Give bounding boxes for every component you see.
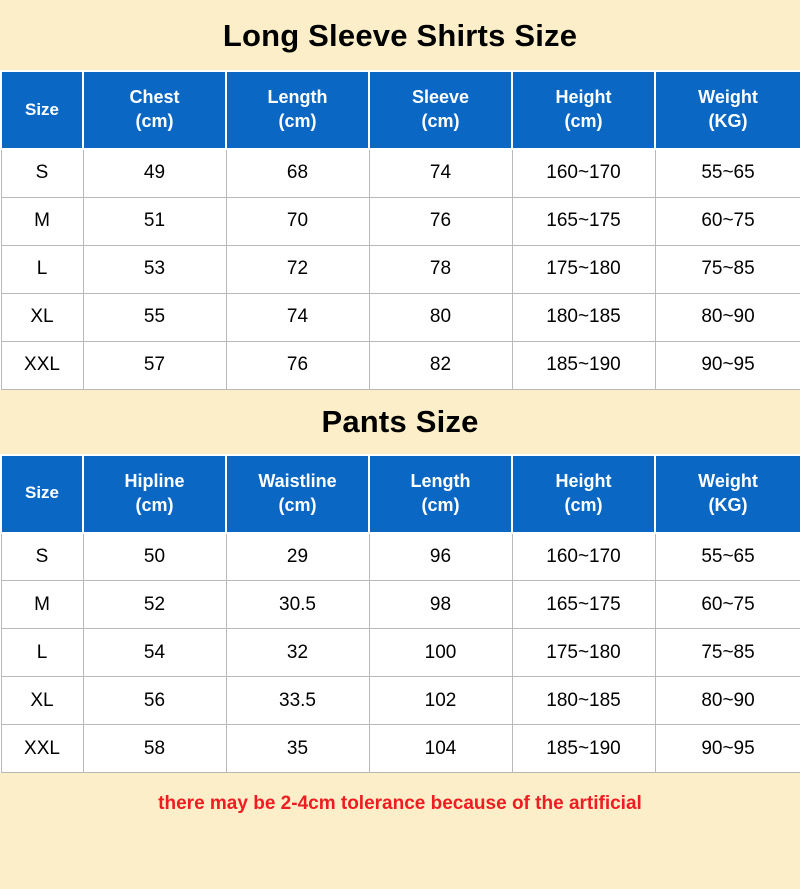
cell-sleeve: 78 <box>369 245 512 293</box>
cell-waistline: 29 <box>226 533 369 581</box>
cell-length: 98 <box>369 581 512 629</box>
column-header-weight <box>655 455 800 533</box>
cell-weight: 80~90 <box>655 677 800 725</box>
cell-chest: 57 <box>83 341 226 389</box>
column-header-chest <box>83 71 226 149</box>
column-header-unit: (cm) <box>421 494 460 515</box>
cell-weight: 60~75 <box>655 197 800 245</box>
cell-hipline: 56 <box>83 677 226 725</box>
column-header-height <box>512 71 655 149</box>
column-header-label: Size <box>24 99 60 119</box>
cell-waistline: 32 <box>226 629 369 677</box>
cell-hipline: 58 <box>83 725 226 773</box>
column-header-unit: (cm) <box>564 494 603 515</box>
table-row <box>1 245 800 293</box>
pants-size-table <box>0 454 800 774</box>
column-header-length <box>226 71 369 149</box>
cell-chest: 55 <box>83 293 226 341</box>
column-header-label: Hipline <box>124 470 185 491</box>
cell-length: 102 <box>369 677 512 725</box>
table-row <box>1 629 800 677</box>
cell-length: 70 <box>226 197 369 245</box>
cell-size: S <box>1 149 83 197</box>
column-header-label: Length <box>410 470 471 491</box>
column-header-height <box>512 455 655 533</box>
cell-height: 180~185 <box>512 293 655 341</box>
cell-weight: 60~75 <box>655 581 800 629</box>
table-row <box>1 581 800 629</box>
column-header-label: Length <box>267 87 328 108</box>
column-header-label: Weight <box>698 470 758 491</box>
table-row <box>1 725 800 773</box>
cell-length: 104 <box>369 725 512 773</box>
cell-length: 72 <box>226 245 369 293</box>
cell-hipline: 52 <box>83 581 226 629</box>
cell-height: 165~175 <box>512 581 655 629</box>
cell-height: 160~170 <box>512 533 655 581</box>
table-row <box>1 677 800 725</box>
column-header-unit: (cm) <box>135 111 174 131</box>
cell-size: L <box>1 629 83 677</box>
cell-weight: 80~90 <box>655 293 800 341</box>
cell-length: 100 <box>369 629 512 677</box>
table-row <box>1 341 800 389</box>
column-header-label: Waistline <box>258 470 337 491</box>
cell-sleeve: 74 <box>369 149 512 197</box>
cell-height: 185~190 <box>512 725 655 773</box>
column-header-hipline <box>83 455 226 533</box>
cell-size: S <box>1 533 83 581</box>
column-header-unit: (cm) <box>278 111 317 131</box>
table-row <box>1 293 800 341</box>
column-header-unit: (KG) <box>708 111 748 131</box>
cell-sleeve: 76 <box>369 197 512 245</box>
cell-height: 160~170 <box>512 149 655 197</box>
column-header-unit: (cm) <box>564 111 603 131</box>
table-row <box>1 197 800 245</box>
cell-size: M <box>1 197 83 245</box>
cell-length: 68 <box>226 149 369 197</box>
column-header-size <box>1 71 83 149</box>
column-header-length <box>369 455 512 533</box>
cell-sleeve: 82 <box>369 341 512 389</box>
cell-chest: 49 <box>83 149 226 197</box>
cell-length: 74 <box>226 293 369 341</box>
cell-waistline: 30.5 <box>226 581 369 629</box>
cell-weight: 90~95 <box>655 341 800 389</box>
column-header-label: Sleeve <box>411 87 470 108</box>
cell-waistline: 33.5 <box>226 677 369 725</box>
cell-height: 185~190 <box>512 341 655 389</box>
column-header-unit: (cm) <box>278 494 317 515</box>
column-header-label: Size <box>24 483 60 503</box>
cell-height: 180~185 <box>512 677 655 725</box>
table-header-row <box>1 71 800 149</box>
table-header-row <box>1 455 800 533</box>
column-header-unit: (KG) <box>708 494 748 515</box>
cell-waistline: 35 <box>226 725 369 773</box>
cell-size: M <box>1 581 83 629</box>
cell-weight: 55~65 <box>655 149 800 197</box>
cell-hipline: 54 <box>83 629 226 677</box>
cell-length: 76 <box>226 341 369 389</box>
cell-weight: 90~95 <box>655 725 800 773</box>
column-header-sleeve <box>369 71 512 149</box>
cell-size: XL <box>1 293 83 341</box>
column-header-label: Height <box>555 470 612 491</box>
cell-height: 165~175 <box>512 197 655 245</box>
pants-title: Pants Size <box>0 390 800 454</box>
column-header-weight <box>655 71 800 149</box>
column-header-label: Weight <box>698 87 758 108</box>
shirts-title: Long Sleeve Shirts Size <box>0 0 800 70</box>
cell-chest: 51 <box>83 197 226 245</box>
column-header-waistline <box>226 455 369 533</box>
column-header-unit: (cm) <box>421 111 460 131</box>
column-header-size <box>1 455 83 533</box>
tolerance-note: there may be 2-4cm tolerance because of the artificial <box>0 773 800 889</box>
shirts-size-table <box>0 70 800 390</box>
cell-height: 175~180 <box>512 245 655 293</box>
cell-size: XXL <box>1 341 83 389</box>
column-header-label: Chest <box>129 87 180 108</box>
cell-chest: 53 <box>83 245 226 293</box>
cell-size: XXL <box>1 725 83 773</box>
column-header-label: Height <box>555 87 612 108</box>
table-row <box>1 533 800 581</box>
cell-weight: 55~65 <box>655 533 800 581</box>
cell-size: L <box>1 245 83 293</box>
column-header-unit: (cm) <box>135 494 174 515</box>
table-row <box>1 149 800 197</box>
cell-hipline: 50 <box>83 533 226 581</box>
cell-weight: 75~85 <box>655 245 800 293</box>
cell-size: XL <box>1 677 83 725</box>
cell-weight: 75~85 <box>655 629 800 677</box>
cell-sleeve: 80 <box>369 293 512 341</box>
cell-length: 96 <box>369 533 512 581</box>
cell-height: 175~180 <box>512 629 655 677</box>
